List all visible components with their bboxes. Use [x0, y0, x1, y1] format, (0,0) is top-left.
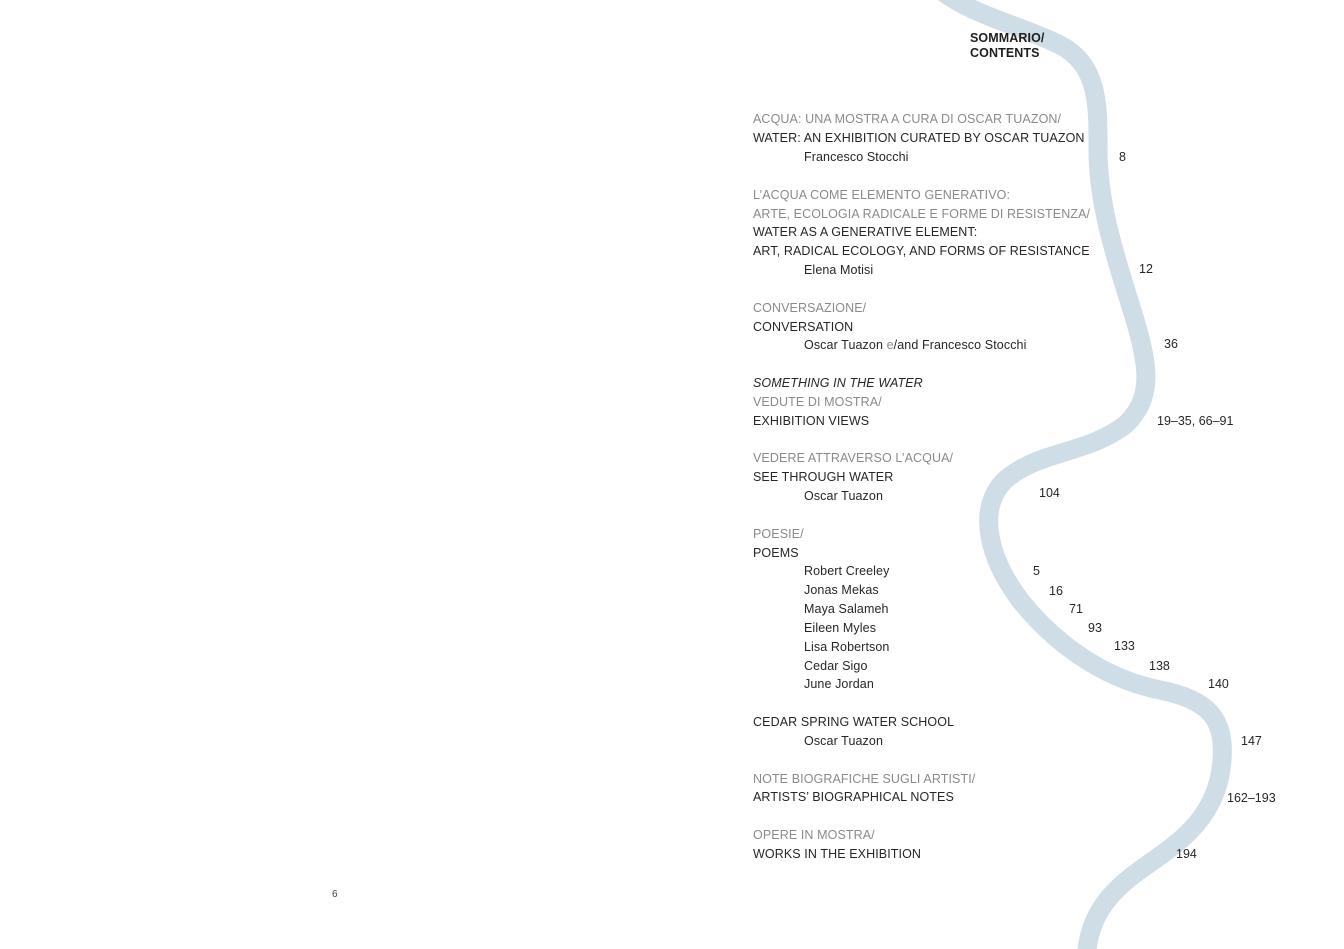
entry-4-title-it: VEDUTE DI MOSTRA/ — [753, 395, 882, 409]
entry-1-title-en: WATER: AN EXHIBITION CURATED BY OSCAR TUAZON — [753, 131, 1085, 145]
entry-9-title-it: OPERE IN MOSTRA/ — [753, 828, 875, 842]
contents-heading-it: SOMMARIO/ — [970, 31, 1045, 45]
entry-2-title-en-1: WATER AS A GENERATIVE ELEMENT: — [753, 225, 978, 239]
poem-page: 93 — [1088, 621, 1102, 635]
entry-2-author: Elena Motisi — [804, 263, 874, 277]
entry-7-page: 147 — [1241, 734, 1262, 748]
entry-3-author-b: /and Francesco Stocchi — [893, 338, 1027, 352]
poem-page: 71 — [1069, 602, 1083, 616]
poem-author: June Jordan — [804, 677, 874, 691]
entry-1-author: Francesco Stocchi — [804, 150, 909, 164]
entry-2-title-it-2: ARTE, ECOLOGIA RADICALE E FORME DI RESISTENZA/ — [753, 207, 1091, 221]
poem-page: 16 — [1049, 584, 1063, 598]
entry-3-page: 36 — [1164, 337, 1178, 351]
entry-1-page: 8 — [1119, 150, 1126, 164]
entry-4-title: SOMETHING IN THE WATER — [753, 376, 923, 390]
entry-5-page: 104 — [1039, 486, 1060, 500]
entry-7-author: Oscar Tuazon — [804, 734, 884, 748]
poem-author: Lisa Robertson — [804, 640, 890, 654]
contents-heading-en: CONTENTS — [970, 46, 1040, 60]
poem-page: 133 — [1114, 639, 1135, 653]
poem-author: Maya Salameh — [804, 602, 889, 616]
poem-page: 138 — [1149, 659, 1170, 673]
entry-5-author: Oscar Tuazon — [804, 489, 884, 503]
poem-page: 140 — [1208, 677, 1229, 691]
entry-2-page: 12 — [1139, 262, 1153, 276]
entry-5-title-it: VEDERE ATTRAVERSO L’ACQUA/ — [753, 451, 954, 465]
entry-8-page: 162–193 — [1227, 791, 1276, 805]
entry-9-title-en: WORKS IN THE EXHIBITION — [753, 847, 922, 861]
entry-3-author-a: Oscar Tuazon — [804, 338, 887, 352]
entry-4-title-en: EXHIBITION VIEWS — [753, 414, 870, 428]
entry-8-title-en: ARTISTS’ BIOGRAPHICAL NOTES — [753, 790, 954, 804]
poem-author: Robert Creeley — [804, 564, 890, 578]
entry-3-title-en: CONVERSATION — [753, 320, 854, 334]
entry-8-title-it: NOTE BIOGRAFICHE SUGLI ARTISTI/ — [753, 772, 976, 786]
poem-author: Cedar Sigo — [804, 659, 868, 673]
entry-3-authors — [804, 338, 1026, 353]
entry-3-title-it: CONVERSAZIONE/ — [753, 301, 867, 315]
entry-4-page: 19–35, 66–91 — [1157, 414, 1234, 428]
page-number: 6 — [332, 889, 338, 900]
contents-heading — [970, 31, 1045, 61]
poem-author: Eileen Myles — [804, 621, 877, 635]
entry-2-title-it-1: L’ACQUA COME ELEMENTO GENERATIVO: — [753, 188, 1011, 202]
entry-6-title-it: POESIE/ — [753, 527, 804, 541]
entry-2-title-en-2: ART, RADICAL ECOLOGY, AND FORMS OF RESISTANCE — [753, 244, 1090, 258]
poem-page: 5 — [1033, 564, 1040, 578]
entry-1-title-it: ACQUA: UNA MOSTRA A CURA DI OSCAR TUAZON/ — [753, 112, 1062, 126]
entry-9-page: 194 — [1176, 847, 1197, 861]
entry-6-title-en: POEMS — [753, 546, 799, 560]
poem-author: Jonas Mekas — [804, 583, 879, 597]
entry-7-title-en: CEDAR SPRING WATER SCHOOL — [753, 715, 955, 729]
entry-3-author-conj: e — [886, 338, 894, 352]
entry-5-title-en: SEE THROUGH WATER — [753, 470, 894, 484]
